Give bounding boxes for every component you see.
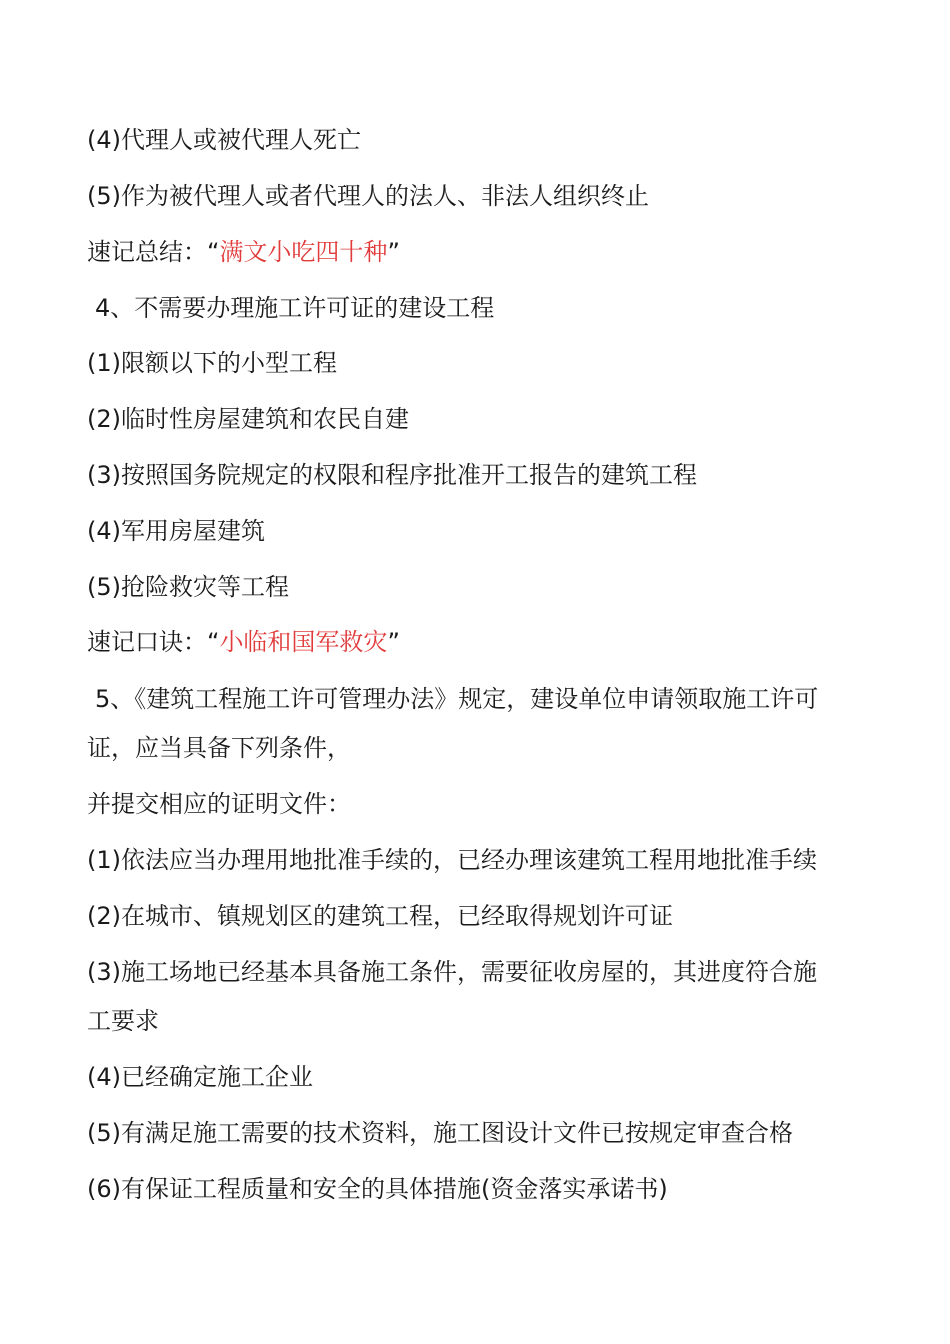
mnemonic-rhyme-open-quote: “	[207, 628, 220, 656]
mnemonic-summary-open-quote: “	[207, 238, 220, 266]
section-5-heading-line-2: 证，应当具备下列条件，	[87, 734, 351, 762]
mnemonic-rhyme-close-quote: ”	[387, 628, 400, 656]
mnemonic-rhyme-text: 小临和国军救灾	[219, 628, 388, 656]
section-4-heading: 4、不需要办理施工许可证的建设工程	[95, 294, 495, 322]
mnemonic-rhyme	[87, 627, 877, 657]
mnemonic-rhyme-label: 速记口诀：	[87, 628, 207, 656]
mnemonic-summary-close-quote: ”	[387, 238, 400, 266]
mnemonic-summary	[87, 237, 877, 267]
item-5-entity-termination: (5)作为被代理人或者代理人的法人、非法人组织终止	[87, 182, 649, 210]
section-4-item-3: (3)按照国务院规定的权限和程序批准开工报告的建筑工程	[87, 461, 697, 489]
section-4-item-4: (4)军用房屋建筑	[87, 517, 265, 545]
section-5-item-4: (4)已经确定施工企业	[87, 1063, 313, 1091]
mnemonic-summary-text: 满文小吃四十种	[219, 238, 388, 266]
section-5-item-2: (2)在城市、镇规划区的建筑工程，已经取得规划许可证	[87, 902, 673, 930]
section-4-item-1: (1)限额以下的小型工程	[87, 349, 337, 377]
section-5-heading-line-3: 并提交相应的证明文件：	[87, 790, 351, 818]
section-5-item-3-line-1: (3)施工场地已经基本具备施工条件，需要征收房屋的，其进度符合施	[87, 958, 817, 986]
item-4-agent-death: (4)代理人或被代理人死亡	[87, 126, 361, 154]
section-4-item-5: (5)抢险救灾等工程	[87, 573, 289, 601]
section-5-heading-line-1: 5、《建筑工程施工许可管理办法》规定，建设单位申请领取施工许可	[95, 685, 819, 713]
mnemonic-summary-label: 速记总结：	[87, 238, 207, 266]
section-5-item-5: (5)有满足施工需要的技术资料，施工图设计文件已按规定审查合格	[87, 1119, 793, 1147]
section-5-item-3-line-2: 工要求	[87, 1007, 159, 1035]
section-5-item-1: (1)依法应当办理用地批准手续的，已经办理该建筑工程用地批准手续	[87, 846, 817, 874]
section-5-item-6: (6)有保证工程质量和安全的具体措施(资金落实承诺书)	[87, 1175, 668, 1203]
section-4-item-2: (2)临时性房屋建筑和农民自建	[87, 405, 409, 433]
